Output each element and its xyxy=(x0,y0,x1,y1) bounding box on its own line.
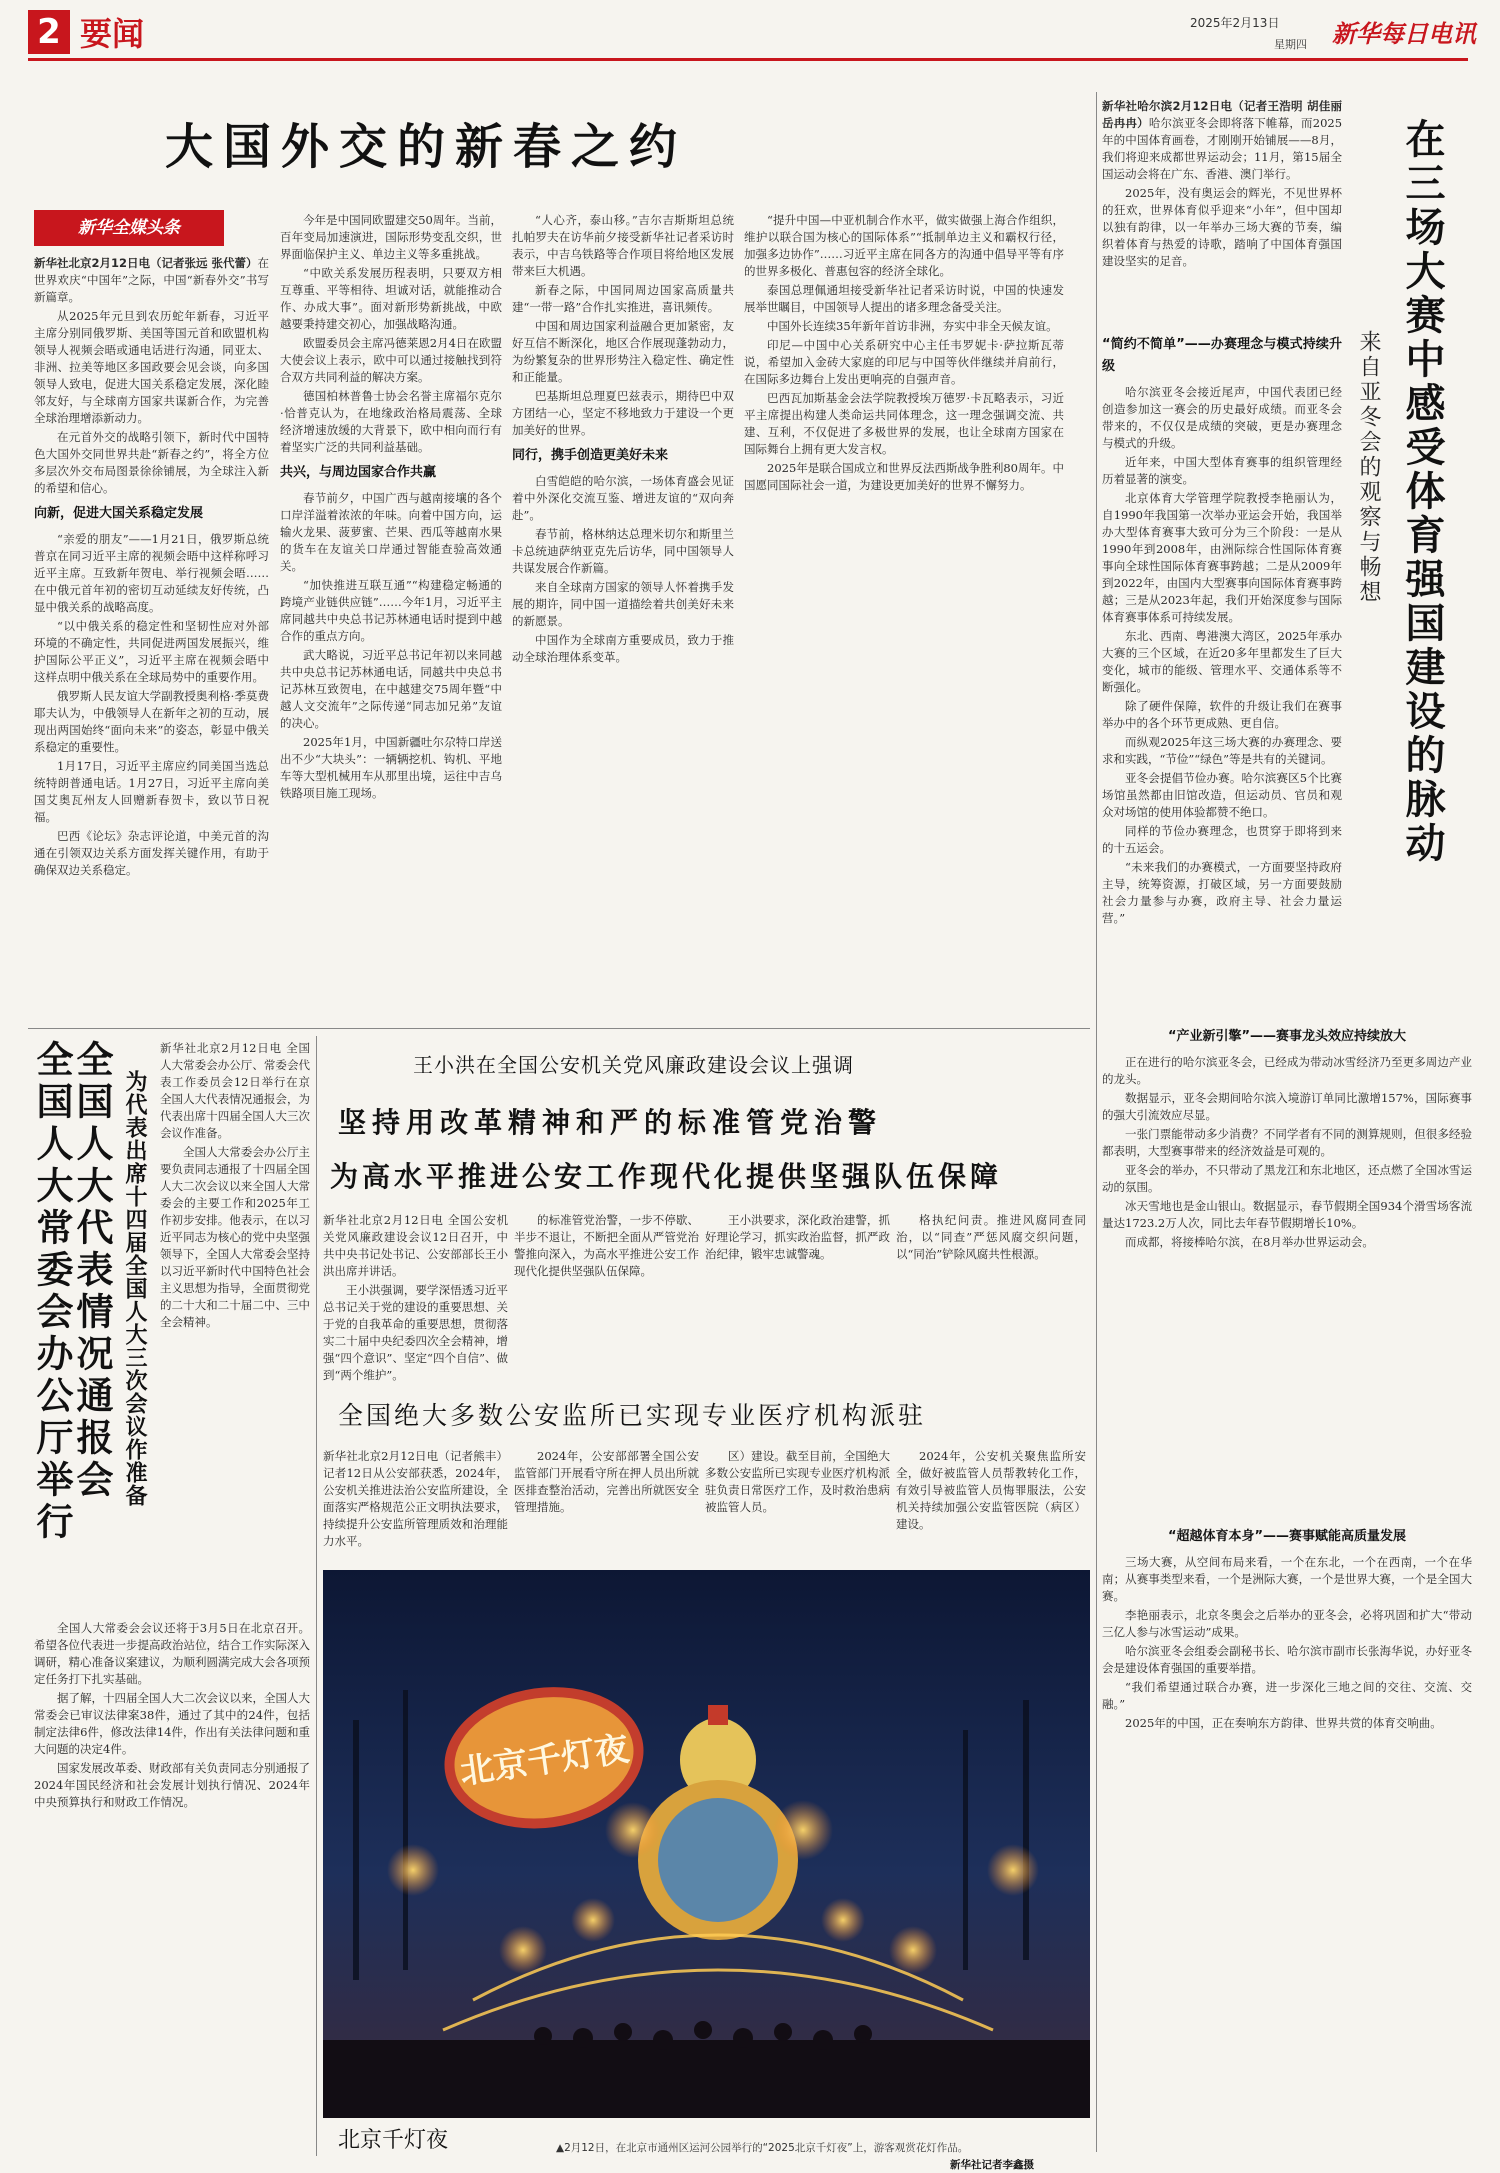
paragraph: 2024年，公安部部署全国公安监管部门开展看守所在押人员出所就医排查整治活动，完善出所就医安全管理措施。 xyxy=(514,1449,699,1514)
paragraph: 的标准管党治警，一步不停歇、半步不退让，不断把全面从严管党治警推向深入，为高水平推进公安工作现代化提供坚强队伍保障。 xyxy=(514,1213,699,1278)
police-story-kicker: 王小洪在全国公安机关党风廉政建设会议上强调 xyxy=(413,1053,854,1077)
paragraph: 王小洪强调，要学深悟透习近平总书记关于党的建设的重要思想、关于党的自我革命的重要思想，贯彻落实二十届中央纪委四次全会精神，增强“四个意识”、坚定“四个自信”、做到“两个维护”。 xyxy=(323,1283,508,1382)
right-story-subtitle: 来自亚冬会的观察与畅想 xyxy=(1356,330,1381,605)
prison-column-4 xyxy=(896,1448,1086,1563)
paragraph: 2025年的中国，正在奏响东方韵律、世界共赏的体育交响曲。 xyxy=(1125,1716,1442,1730)
paragraph: 除了硬件保障，软件的升级让我们在赛事举办中的各个环节更成熟、更自信。 xyxy=(1102,699,1342,730)
police-column-2 xyxy=(514,1212,699,1387)
paragraph: 白雪皑皑的哈尔滨，一场体育盛会见证着中外深化交流互鉴、增进友谊的“双向奔赴”。 xyxy=(512,474,734,522)
paragraph: 在元首外交的战略引领下，新时代中国特色大国外交同世界共赴“新春之约”，将全方位多层次外交布局图景徐徐铺展，为全球注入新的希望和信心。 xyxy=(34,430,269,495)
paragraph: “加快推进互联互通”“构建稳定畅通的跨境产业链供应链”……今年1月，习近平主席同越共中央总书记苏林通电话时提到中越合作的重点方向。 xyxy=(280,578,502,643)
lantern-sign-text: 北京千灯夜 xyxy=(457,1729,632,1793)
paragraph: 今年是中国同欧盟建交50周年。当前，百年变局加速演进，国际形势变乱交织，世界面临保护主义、单边主义等多重挑战。 xyxy=(280,213,502,261)
paragraph: 而纵观2025年这三场大赛的办赛理念、要求和实践，“节俭”“绿色”等是共有的关键词。 xyxy=(1102,735,1342,766)
paragraph: 中国作为全球南方重要成员，致力于推动全球治理体系变革。 xyxy=(512,633,734,664)
paragraph: “我们希望通过联合办赛，进一步深化三地之间的交往、交流、交融。” xyxy=(1102,1680,1472,1711)
police-story-headline-2: 为高水平推进公安工作现代化提供坚强队伍保障 xyxy=(330,1160,1003,1193)
paragraph: 北京体育大学管理学院教授李艳丽认为，自1990年我国第一次举办亚运会开始，我国举办大型体育赛事大致可分为三个阶段：一是从1990年到2008年，由洲际综合性国际体育赛事向全球性国际体育赛事跨越；二是从2009年到2022年，由国内大型赛事向国际体育赛事跨越；三是从2023年起，我们开始深度参与国际体育赛事体系可持续发展。 xyxy=(1102,491,1342,624)
paragraph: “以中俄关系的稳定性和坚韧性应对外部环境的不确定性，共同促进两国发展振兴，维护国际公平正义”，习近平主席在视频会晤中这样点明中俄关系在全球局势中的重要作用。 xyxy=(34,619,269,684)
paragraph: 武大略说，习近平总书记年初以来同越共中央总书记苏林通电话，同越共中央总书记苏林互致贺电，在中越建交75周年暨“中越人文交流年”之际传递“同志加兄弟”友谊的决心。 xyxy=(280,648,502,730)
paragraph: 1月17日，习近平主席应约同美国当选总统特朗普通电话。1月27日，习近平主席向美国艾奥瓦州友人回赠新春贺卡，致以节日祝福。 xyxy=(34,759,269,824)
column-divider xyxy=(1096,92,1097,2152)
paragraph: 亚冬会的举办，不只带动了黑龙江和东北地区，还点燃了全国冰雪运动的氛围。 xyxy=(1102,1163,1472,1194)
lead-paragraph: 新华社北京2月12日电（记者张远 张代蕾）在世界欢庆“中国年”之际，中国“新春外交”书写新篇章。 xyxy=(34,256,269,304)
page-number: 2 xyxy=(28,10,70,54)
prison-story-headline: 全国绝大多数公安监所已实现专业医疗机构派驻 xyxy=(338,1401,927,1430)
left-story-subtitle: 全国人大代表情况通报会 xyxy=(70,1040,114,1502)
paragraph: 印尼—中国中心关系研究中心主任韦罗妮卡·萨拉斯瓦蒂说，希望加入金砖大家庭的印尼与中国等伙伴继续并肩前行，在国际多边舞台上发出更响亮的自强声音。 xyxy=(744,338,1064,386)
subhead: “超越体育本身”——赛事赋能高质量发展 xyxy=(1167,1529,1407,1544)
lead-headline: 大国外交的新春之约 xyxy=(165,119,688,175)
paragraph: 近年来，中国大型体育赛事的组织管理经历着显著的演变。 xyxy=(1102,455,1342,486)
photo-caption: ▲2月12日，在北京市通州区运河公园举行的“2025北京千灯夜”上，游客观赏花灯作品。 xyxy=(556,2142,969,2154)
paragraph: 欧盟委员会主席冯德莱恩2月4日在欧盟大使会议上表示，欧中可以通过接触找到符合双方共同利益的解决方案。 xyxy=(280,336,502,384)
right-story-body-3 xyxy=(1102,1520,1472,2160)
paragraph: 同样的节俭办赛理念，也贯穿于即将到来的十五运会。 xyxy=(1102,824,1342,855)
paragraph: 德国柏林普鲁士协会名誉主席福尔克尔·恰普克认为，在地缘政治格局震荡、全球经济增速放缓的大背景下，欧中相向而行有着坚实广泛的共同利益基础。 xyxy=(280,389,502,454)
police-column-4 xyxy=(896,1212,1086,1387)
paragraph: 哈尔滨亚冬会组委会副秘书长、哈尔滨市副市长张海华说，办好亚冬会是建设体育强国的重要举措。 xyxy=(1102,1644,1472,1675)
photo-caption-title: 北京千灯夜 xyxy=(338,2128,449,2153)
paragraph: 2025年，没有奥运会的辉光，不见世界杯的狂欢，世界体育似乎迎来“小年”，但中国却以独有韵律，以一年举办三场大赛的节奏，编织着体育与热爱的诗歌，踏响了中国体育强国建设坚实的足音。 xyxy=(1102,186,1342,268)
paragraph: 来自全球南方国家的领导人怀着携手发展的期许，同中国一道描绘着共创美好未来的新愿景。 xyxy=(512,580,734,628)
paragraph: 巴西《论坛》杂志评论道，中美元首的沟通在引领双边关系方面发挥关键作用，有助于确保双边关系稳定。 xyxy=(34,829,269,877)
paragraph: 一张门票能带动多少消费？不同学者有不同的测算规则，但很多经验都表明，大型赛事带来的经济效益是可观的。 xyxy=(1102,1127,1472,1158)
paragraph: 据了解，十四届全国人大二次会议以来，全国人大常委会已审议法律案38件，通过了其中的24件，包括制定法律6件，修改法律14件，作出有关法律问题和重大问题的决定4件。 xyxy=(34,1691,310,1756)
paragraph: 东北、西南、粤港澳大湾区，2025年承办大赛的三个区域，在近20多年里都发生了巨大变化，城市的能级、管理水平、交通体系等不断强化。 xyxy=(1102,629,1342,694)
paragraph: “未来我们的办赛模式，一方面要坚持政府主导，统筹资源，打破区域，另一方面要鼓励社会力量参与办赛，政府主导、社会力量运营。” xyxy=(1102,860,1342,925)
paragraph: 从2025年元旦到农历蛇年新春，习近平主席分别同俄罗斯、美国等国元首和欧盟机构领导人视频会晤或通电话进行沟通，同亚太、非洲、拉美等地区多国政要会见会谈，向多国领导人致电，促进大国关系稳定发展，深化睦邻友好，与全球南方国家共谋新合作，为完善全球治理增添新动力。 xyxy=(34,309,269,425)
lantern-festival-photo xyxy=(323,1570,1090,2118)
left-story-body-bottom xyxy=(34,1620,310,2160)
issue-weekday: 星期四 xyxy=(1274,38,1307,51)
lantern-scene-illustration xyxy=(323,1570,1090,2118)
prison-column-1 xyxy=(323,1448,508,1563)
photo-credit: 新华社记者李鑫摄 xyxy=(950,2159,1034,2171)
paragraph: 哈尔滨亚冬会接近尾声，中国代表团已经创造参加这一赛会的历史最好成绩。而亚冬会带来的，不仅仅是成绩的突破，更是办赛理念与模式的升级。 xyxy=(1102,385,1342,450)
paragraph: 数据显示，亚冬会期间哈尔滨入境游订单同比激增157%，国际赛事的强大引流效应尽显。 xyxy=(1102,1091,1472,1122)
issue-date: 2025年2月13日 xyxy=(1190,16,1280,30)
paragraph: 俄罗斯人民友谊大学副教授奥利格·季莫费耶夫认为，中俄领导人在新年之初的互动，展现出两国始终“面向未来”的姿态，彰显中俄关系稳定的重要性。 xyxy=(34,689,269,754)
lead-column-3 xyxy=(512,212,734,1023)
masthead xyxy=(0,0,1500,52)
paragraph: 2025年1月，中国新疆吐尔尕特口岸送出不少“大块头”：一辆辆挖机、钩机、平地车等大型机械用车从那里出境，运往中吉乌铁路项目施工现场。 xyxy=(280,735,502,800)
paragraph: 王小洪要求，深化政治建警，抓好理论学习，抓实政治监督，抓严政治纪律，锻牢忠诚警魂。 xyxy=(705,1213,890,1261)
section-title: 要闻 xyxy=(80,15,145,53)
media-banner: 新华全媒头条 xyxy=(34,210,224,246)
paragraph: “亲爱的朋友”——1月21日，俄罗斯总统普京在同习近平主席的视频会晤中这样称呼习近平主席。互致新年贺电、举行视频会晤……在中俄元首年初的密切互动延续友好传统，凸显中俄关系的战略高度。 xyxy=(34,532,269,614)
left-story-title: 全国人大常委会办公厅举行 xyxy=(30,1040,74,1544)
left-story-body-top xyxy=(160,1040,310,1615)
paragraph: 中国外长连续35年新年首访非洲，夯实中非全天候友谊。 xyxy=(767,319,1058,333)
paragraph: 正在进行的哈尔滨亚冬会，已经成为带动冰雪经济乃至更多周边产业的龙头。 xyxy=(1102,1055,1472,1086)
paragraph: 巴西瓦加斯基金会法学院教授埃万德罗·卡瓦略表示，习近平主席提出构建人类命运共同体理念，这一理念强调交流、共建、互利，不仅促进了多极世界的发展，也让全球南方国家在国际舞台上拥有更大发言权。 xyxy=(744,391,1064,456)
paragraph: “人心齐，泰山移。”吉尔吉斯斯坦总统扎帕罗夫在访华前夕接受新华社记者采访时表示，中吉乌铁路等合作项目将给地区发展带来巨大机遇。 xyxy=(512,213,734,278)
lead-paragraph: 新华社北京2月12日电（记者熊丰）记者12日从公安部获悉，2024年，公安机关推进法治公安监所建设，全面落实严格规范公正文明执法要求，持续提升公安监所管理质效和治理能力水平。 xyxy=(323,1449,508,1548)
paragraph: 亚冬会提倡节俭办赛。哈尔滨赛区5个比赛场馆虽然都由旧馆改造，但运动员、官员和观众对场馆的使用体验都赞不绝口。 xyxy=(1102,771,1342,819)
paragraph: “提升中国—中亚机制合作水平，做实做强上海合作组织，维护以联合国为核心的国际体系”“抵制单边主义和霸权行径，加强多边协作”……习近平主席在同各方的沟通中倡导平等有序的世界多极化、普惠包容的经济全球化。 xyxy=(744,213,1064,278)
paragraph: 全国人大常委会办公厅主要负责同志通报了十四届全国人大二次会议以来全国人大常委会的主要工作和2025年工作初步安排。他表示，在以习近平同志为核心的党中央坚强领导下，全国人大常委会坚持以习近平新时代中国特色社会主义思想为指导，全面贯彻党的二十大和二十届二中、三中全会精神。 xyxy=(160,1145,310,1329)
prison-column-2 xyxy=(514,1448,699,1563)
lead-column-1 xyxy=(34,255,269,1023)
lead-paragraph: 新华社北京2月12日电 全国公安机关党风廉政建设会议12日召开，中共中央书记处书记、公安部部长王小洪出席并讲话。 xyxy=(323,1213,508,1278)
subhead: 向新，促进大国关系稳定发展 xyxy=(34,506,204,521)
police-column-1 xyxy=(323,1212,508,1387)
lead-paragraph: 新华社北京2月12日电 全国人大常委会办公厅、常委会代表工作委员会12日举行在京全国人大代表情况通报会，为代表出席十四届全国人大三次会议作准备。 xyxy=(160,1041,310,1140)
paragraph: 春节前，格林纳达总理米切尔和斯里兰卡总统迪萨纳亚克先后访华，同中国领导人共谋发展合作新篇。 xyxy=(512,527,734,575)
prison-column-3 xyxy=(705,1448,890,1563)
lead-column-4 xyxy=(744,212,1064,1023)
subhead: 共兴，与周边国家合作共赢 xyxy=(280,465,437,480)
left-story-kicker: 为代表出席十四届全国人大三次会议作准备 xyxy=(122,1070,147,1507)
newspaper-logo: 新华每日电讯 xyxy=(1332,19,1476,48)
section-divider xyxy=(28,1028,1090,1029)
paragraph: 泰国总理佩通坦接受新华社记者采访时说，中国的快速发展举世瞩目，中国领导人提出的诸多理念备受关注。 xyxy=(744,283,1064,314)
paragraph: 全国人大常委会会议还将于3月5日在北京召开。希望各位代表进一步提高政治站位，结合工作实际深入调研，精心准备议案建议，为顺利圆满完成大会各项预定任务打下扎实基础。 xyxy=(34,1621,310,1686)
paragraph: 区）建设。截至目前，全国绝大多数公安监所已实现专业医疗机构派驻负责日常医疗工作，及时救治患病被监管人员。 xyxy=(705,1449,890,1514)
paragraph: 2024年，公安机关聚焦监所安全，做好被监管人员帮教转化工作，有效引导被监管人员悔罪服法，公安机关持续加强公安监管医院（病区）建设。 xyxy=(896,1449,1086,1531)
paragraph: 冰天雪地也是金山银山。数据显示，春节假期全国934个滑雪场客流量达1723.2万人次，同比去年春节假期增长10%。 xyxy=(1102,1199,1472,1230)
paragraph: 国家发展改革委、财政部有关负责同志分别通报了2024年国民经济和社会发展计划执行情况、2024年中央预算执行和财政工作情况。 xyxy=(34,1761,310,1809)
subhead: “产业新引擎”——赛事龙头效应持续放大 xyxy=(1167,1029,1407,1044)
paragraph: 2025年是联合国成立和世界反法西斯战争胜利80周年。中国愿同国际社会一道，为建设更加美好的世界不懈努力。 xyxy=(744,461,1064,492)
right-story-body-1 xyxy=(1102,328,1342,1018)
paragraph: 中国和周边国家利益融合更加紧密，友好互信不断深化，地区合作展现蓬勃动力，为纷繁复杂的世界形势注入稳定性、确定性和正能量。 xyxy=(512,319,734,384)
paragraph: 而成都，将接棒哈尔滨，在8月举办世界运动会。 xyxy=(1125,1235,1374,1249)
column-divider xyxy=(316,1036,317,2156)
right-story-intro xyxy=(1102,98,1342,328)
right-story-body-2 xyxy=(1102,1020,1472,1515)
paragraph: “中欧关系发展历程表明，只要双方相互尊重、平等相待、坦诚对话，就能推动合作、办成大事”。面对新形势新挑战，中欧越要秉持建交初心，加强战略沟通。 xyxy=(280,266,502,331)
dateline: 新华社哈尔滨2月12日电（记者王浩明 胡佳丽 岳冉冉） xyxy=(1102,99,1342,130)
lead-column-2 xyxy=(280,212,502,1023)
paragraph: 三场大赛，从空间布局来看，一个在东北，一个在西南，一个在华南；从赛事类型来看，一个是洲际大赛，一个是世界大赛，一个是全国大赛。 xyxy=(1102,1555,1472,1603)
lead-paragraph: 新华社哈尔滨2月12日电（记者王浩明 胡佳丽 岳冉冉）哈尔滨亚冬会即将落下帷幕，而2025年的中国体育画卷，才刚刚开始铺展——8月，我们将迎来成都世界运动会；11月，第15届全国运动会将在广东、香港、澳门举行。 xyxy=(1102,99,1342,181)
paragraph: 巴基斯坦总理夏巴兹表示，期待巴中双方团结一心，坚定不移地致力于建设一个更加美好的世界。 xyxy=(512,389,734,437)
police-column-3 xyxy=(705,1212,890,1387)
paragraph: 李艳丽表示，北京冬奥会之后举办的亚冬会，必将巩固和扩大“带动三亿人参与冰雪运动”成果。 xyxy=(1102,1608,1472,1639)
paragraph: 春节前夕，中国广西与越南接壤的各个口岸洋溢着浓浓的年味。向着中国方向，运输火龙果、菠萝蜜、芒果、西瓜等越南水果的货车在友谊关口岸通过智能查验高效通关。 xyxy=(280,491,502,573)
paragraph: 格执纪问责。推进风腐同查同治，以“同查”严惩风腐交织问题，以“同治”铲除风腐共性根源。 xyxy=(896,1213,1086,1261)
dateline: 新华社北京2月12日电（记者张远 张代蕾） xyxy=(34,256,258,270)
subhead: 同行，携手创造更美好未来 xyxy=(512,448,669,463)
police-story-headline-1: 坚持用改革精神和严的标准管党治警 xyxy=(338,1106,883,1139)
subhead: “简约不简单”——办赛理念与模式持续升级 xyxy=(1102,337,1342,374)
paragraph: 新春之际，中国同周边国家高质量共建“一带一路”合作扎实推进，喜讯频传。 xyxy=(512,283,734,314)
right-story-title: 在三场大赛中感受体育强国建设的脉动 xyxy=(1399,118,1446,866)
masthead-rule xyxy=(28,58,1468,61)
